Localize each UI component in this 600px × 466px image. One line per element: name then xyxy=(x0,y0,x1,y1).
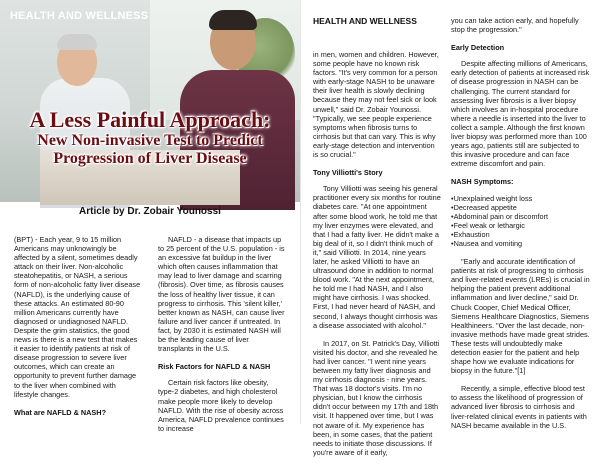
photo-patient-hair xyxy=(209,10,257,30)
continued-quote: you can take action early, and hopefully stop the progression." xyxy=(451,16,579,35)
article-headline xyxy=(0,108,300,168)
photo-doctor-hair xyxy=(57,34,97,50)
headline-line-1: A Less Painful Approach: xyxy=(29,107,271,132)
symptom-item: • Exhaustion xyxy=(451,230,591,239)
cooper-quote: "Early and accurate identification of patients at risk of progressing to cirrhosis and liver-related events (LREs) is crucial in helping the patient prevent additional inflammation and liver decline," said Dr. Chuck Cooper, Chief Medical Officer, Siemens Healthcare Diagnostics, Siemens Healthineers. "Over the last decade, non-invasive methods have made great strides. These tests will undoubtedly make detection easier for the patient and help shape how we evaluate indications for biopsy in the future."[1] xyxy=(451,257,590,376)
left-column-2 xyxy=(158,235,286,442)
intro-paragraph: (BPT) - Each year, 9 to 15 million Americans may unknowingly be affected by a silent, sometimes deadly attack on their liver. Non-alcoholic steatohepatitis, or NASH, a serious form of non-alcoholic fatty liver disease (NAFLD), is the underlying cause of these attacks. An estimated 80-90 million Americans currently have diagnosed or undiagnosed NAFLD. Despite the grim statistics, the good news is there is a new test that makes it easier to identify patients at risk of disease progression to severe liver outcomes, which can create an opportunity to prevent further damage to the liver when combined with lifestyle changes. xyxy=(14,235,141,399)
continued-paragraph: in men, women and children. However, some people have no known risk factors. "It's very common for a person with early-stage NASH to be unaware their liver health is slowly declining because they may not feel sick or look unwell," said Dr. Zobair Younossi. "Typically, we see people experience symptoms when fibrosis turns to cirrhosis but that can vary. This is why early-stage detection and intervention is so crucial." xyxy=(313,50,439,160)
symptom-item: • Nausea and vomiting xyxy=(451,239,591,248)
headline-line-3: Progression of Liver Disease xyxy=(53,150,247,167)
symptom-item: • Decreased appetite xyxy=(451,203,591,212)
heading-nash-symptoms: NASH Symptoms: xyxy=(451,177,514,187)
section-tag: HEALTH AND WELLNESS xyxy=(10,10,149,22)
blood-test-paragraph: Recently, a simple, effective blood test to assess the likelihood of progression of advanced liver fibrosis to cirrhosis and liver-related clinical events in patients with NASH became available in the U.S. xyxy=(451,384,587,430)
left-column-1 xyxy=(14,235,142,424)
symptoms-list xyxy=(451,194,591,249)
hero-photo xyxy=(0,0,300,202)
detection-paragraph: Despite affecting millions of Americans, early detection of patients at increased risk of disease progression in NASH can be challenging. The current standard for assessing liver fibrosis is a liver biopsy which involves an in-hospital procedure where a needle is inserted into the liver to collect a sample. Although the first known liver biopsy was performed more than 100 years ago, patients still are subjected to this invasive procedure and can face extreme discomfort and pain. xyxy=(451,59,590,169)
symptom-item: • Abdominal pain or discomfort xyxy=(451,212,591,221)
heading-tony-story: Tony Villiotti's Story xyxy=(313,168,383,178)
tony-paragraph-1: Tony Villiotti was seeing his general practitioner every six months for routine diabetes care. "At one appointment after some blood work, he told me that my liver enzymes were elevated, and that I had a fatty liver. He didn't make a big deal of it, so I didn't think much of it," said Villiotti. In 2014, nine years later, he asked Villiotti to have an ultrasound done in addition to normal blood work. "At the next appointment, he told me I had NASH, and I also might have cirrhosis. I was shocked. First, I had never heard of NASH, and second, I always thought cirrhosis was a disease associated with alcohol." xyxy=(313,184,441,330)
tony-paragraph-2: In 2017, on St. Patrick's Day, Villiotti visited his doctor, and she revealed he had liver cancer. "I went nine years between my fatty liver diagnosis and my cirrhosis diagnosis - nine years. That was 18 doctor's visits. I'm no physician, but I know the cirrhosis didn't occur between my 17th and 18th visit. It happened over time, but I was not aware of it. My experience has been, in some cases, that the patient needs to initiate those discussions. If you're aware of it early, xyxy=(313,338,440,457)
left-page xyxy=(0,0,300,433)
symptom-item: • Unexplained weight loss xyxy=(451,194,591,203)
risk-paragraph: Certain risk factors like obesity, type-2 diabetes, and high cholesterol make people more likely to develop NAFLD. With the rise of obesity across America, NAFLD prevalence continues to increase xyxy=(158,378,284,433)
right-column-1 xyxy=(313,50,441,466)
article-byline: Article by Dr. Zobair Younossi xyxy=(79,206,221,217)
right-column-2 xyxy=(451,16,591,439)
right-page xyxy=(300,0,600,457)
heading-risk-factors: Risk Factors for NAFLD & NASH xyxy=(158,362,271,372)
right-section-tag: HEALTH AND WELLNESS xyxy=(313,16,417,26)
heading-what-are-nafld-nash: What are NAFLD & NASH? xyxy=(14,407,107,417)
heading-early-detection: Early Detection xyxy=(451,43,505,53)
symptom-item: • Feel weak or lethargic xyxy=(451,221,591,230)
nafld-paragraph: NAFLD - a disease that impacts up to 25 percent of the U.S. population - is an excessive fat buildup in the liver which often causes inflammation that may lead to liver damage and scarring (fibrosis). Over time, as fibrosis causes the loss of healthy liver tissue, it can progress to cirrhosis. This 'silent killer,' better known as NASH, can cause liver failure and liver cancer if untreated. In fact, by 2030 it is estimated NASH will be the leading cause of liver transplants in the U.S. xyxy=(158,235,285,354)
headline-line-2: New Non-invasive Test to Predict xyxy=(37,132,263,149)
